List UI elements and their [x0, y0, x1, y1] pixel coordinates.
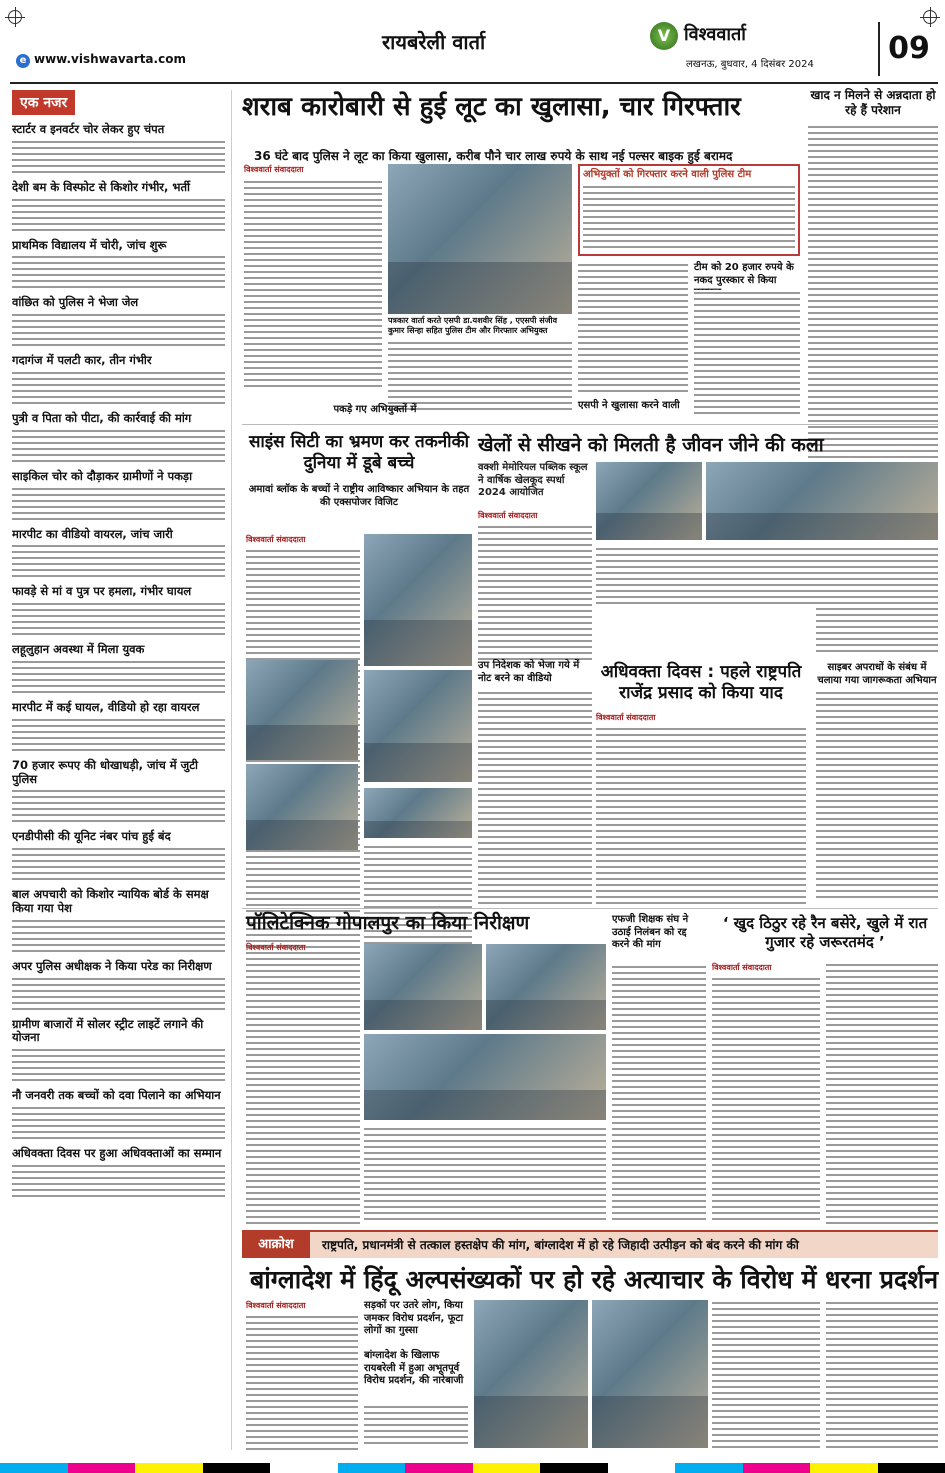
bangladesh-quote-1: सड़कों पर उतरे लोग, किया जमकर विरोध प्रदर्शन, फूटा लोगों का गुस्सा — [364, 1300, 464, 1336]
brief-headline: 70 हजार रूपए की धोखाधड़ी, जांच में जुटी पुलिस — [12, 757, 198, 786]
brief-headline: फावड़े से मां व पुत्र पर हमला, गंभीर घायल — [12, 584, 192, 599]
brief-text — [12, 976, 225, 1014]
site-url[interactable]: e www.vishwavarta.com — [16, 52, 186, 68]
akrosh-tag: आक्रोश — [242, 1232, 310, 1258]
brief-headline: वांछित को पुलिस ने भेजा जेल — [12, 295, 139, 310]
text-block — [246, 1314, 358, 1454]
main-headline: शराब कारोबारी से हुई लूट का खुलासा, चार गिरफ्तार — [242, 92, 741, 122]
polytechnic-photo-3 — [364, 1034, 606, 1120]
section-title: रायबरेली वार्ता — [382, 30, 486, 54]
science-city-photo-3 — [364, 788, 472, 838]
adhivakta-headline: अधिवक्ता दिवस : पहले राष्ट्रपति राजेंद्र प्रसाद को किया याद — [600, 662, 802, 704]
brief-text — [12, 1105, 225, 1143]
brief-headline: स्टार्टर व इनवर्टर चोर लेकर हुए चंपत — [12, 122, 165, 136]
byline: विश्ववार्ता संवाददाता — [246, 1301, 306, 1310]
science-city-photo-1 — [364, 534, 472, 666]
text-block — [583, 184, 795, 252]
prize-headline: टीम को 20 हजार रुपये के नकद पुरस्कार से किया — [694, 262, 794, 286]
rainbasera-text — [712, 962, 820, 1224]
masthead — [10, 22, 938, 84]
polytechnic-photo-1 — [364, 944, 482, 1030]
sp-footnote: एसपी ने खुलासा करने वाली — [578, 400, 680, 411]
text-block — [596, 726, 806, 904]
text-block — [826, 1300, 938, 1448]
text-block — [364, 1126, 606, 1222]
brief-headline: ग्रामीण बाजारों में सोलर स्ट्रीट लाइटें लगाने की योजना — [12, 1016, 204, 1045]
photo-caption: पत्रकार वार्ता करते एसपी डा.यशवीर सिंह , एएसपी संजीव कुमार सिन्हा सहित पुलिस टीम और गिरफ्तार अभियुक्त — [388, 316, 558, 335]
dateline: लखनऊ, बुधवार, 4 दिसंबर 2024 — [686, 59, 814, 70]
ek-nazar-label: एक नजर — [12, 90, 75, 115]
main-story-col1 — [244, 164, 382, 389]
text-block — [246, 956, 360, 1226]
logo-text: विश्ववार्ता — [684, 24, 746, 45]
rainbasera-headline: ‘ खुद ठिठुर रहे रैन बसेरे, खुले में रात गुजार रहे जरूरतमंद ’ — [722, 914, 928, 951]
brief-text — [12, 788, 225, 826]
brief-headline: मारपीट में कई घायल, वीडियो हो रहा वायरल — [12, 699, 200, 714]
brief-text — [12, 601, 225, 639]
text-block — [712, 976, 820, 1224]
press-conference-photo — [388, 164, 572, 314]
byline: विश्ववार्ता संवाददाता — [246, 535, 306, 544]
brief-headline: प्राथमिक विद्यालय में चोरी, जांच शुरू — [12, 237, 167, 252]
brief-text — [12, 254, 225, 292]
akrosh-bar — [242, 1230, 938, 1258]
byline: विश्ववार्ता संवाददाता — [244, 165, 304, 174]
police-team-box — [578, 164, 800, 256]
browser-e-icon: e — [16, 54, 30, 68]
polytechnic-text — [246, 942, 360, 1226]
text-block — [388, 340, 572, 410]
text-block — [826, 962, 938, 1224]
divider — [242, 908, 938, 909]
text-block — [244, 179, 382, 389]
text-block — [612, 964, 706, 1222]
brief-text — [12, 1047, 225, 1085]
byline: विश्ववार्ता संवाददाता — [712, 963, 772, 972]
text-block — [816, 546, 938, 656]
science-city-photo-5 — [246, 764, 358, 850]
sports-headline: खेलों से सीखने को मिलती है जीवन जीने की कला — [478, 434, 824, 456]
text-block — [816, 690, 938, 902]
brief-text — [12, 197, 225, 235]
brief-headline: बाल अपचारी को किशोर न्यायिक बोर्ड के समक्ष किया गया पेश — [12, 887, 209, 915]
text-block — [712, 1300, 820, 1448]
brief-text — [12, 486, 225, 524]
sports-photo-1 — [596, 462, 702, 540]
protest-photo-1 — [474, 1300, 588, 1448]
ek-nazar-column — [12, 90, 232, 1450]
science-city-subhead: अमावां ब्लॉक के बच्चों ने राष्ट्रीय आविष्कार अभियान के तहत की एक्सपोजर विजिट — [248, 484, 470, 508]
science-city-photo-2 — [364, 670, 472, 782]
brief-headline: अधिवक्ता दिवस पर हुआ अधिवक्ताओं का सम्मान — [12, 1145, 222, 1160]
brief-text — [12, 312, 225, 350]
brief-list — [12, 123, 225, 1201]
text-block — [364, 1404, 468, 1448]
text-block — [808, 124, 938, 464]
text-block — [478, 690, 592, 904]
efji-headline: एफजी शिक्षक संघ ने उठाई निलंबन को रद्द करने की मांग — [612, 914, 689, 950]
brief-headline: लहूलुहान अवस्था में मिला युवक — [12, 642, 145, 657]
pakde-gaye-label: पकड़े गए अभियुक्तों में — [333, 404, 417, 415]
brief-text — [12, 428, 225, 466]
brief-headline: मारपीट का वीडियो वायरल, जांच जारी — [12, 526, 173, 541]
team-box-title: अभियुक्तों को गिरफ्तार करने वाली पुलिस टीम — [583, 169, 752, 180]
sports-photo-2 — [706, 462, 938, 540]
polytechnic-photo-2 — [486, 944, 606, 1030]
brief-headline: गदागंज में पलटी कार, तीन गंभीर — [12, 353, 152, 368]
polytechnic-headline: पॉलिटेक्निक गोपालपुर का किया निरीक्षण — [246, 912, 530, 934]
brief-text — [12, 370, 225, 408]
bangladesh-text-1 — [246, 1300, 358, 1454]
logo-v-icon: V — [650, 22, 678, 50]
brief-text — [12, 543, 225, 581]
brief-headline: एनडीपीसी की यूनिट नंबर पांच हुई बंद — [12, 829, 171, 844]
science-city-photo-4 — [246, 660, 358, 760]
brief-text — [12, 918, 225, 956]
brief-headline: नौ जनवरी तक बच्चों को दवा पिलाने का अभियान — [12, 1088, 221, 1103]
protest-photo-2 — [592, 1300, 708, 1448]
akrosh-text: राष्ट्रपति, प्रधानमंत्री से तत्काल हस्तक्षेप की मांग, बांग्लादेश में हो रहे जिहादी उत्पीड़न को बंद करने की मांग की — [322, 1238, 799, 1252]
brief-text — [12, 659, 225, 697]
byline: विश्ववार्ता संवाददाता — [478, 511, 538, 520]
brief-headline: अपर पुलिस अधीक्षक ने किया परेड का निरीक्षण — [12, 958, 212, 973]
text-block — [694, 290, 800, 414]
text-block — [578, 262, 688, 392]
khad-story — [808, 88, 938, 464]
brief-text — [12, 846, 225, 884]
bangladesh-quote-2: बांग्लादेश के खिलाफ रायबरेली में हुआ अभूतपूर्व विरोध प्रदर्शन, की नारेबाजी — [364, 1350, 464, 1386]
bangladesh-headline: बांग्लादेश में हिंदू अल्पसंख्यकों पर हो रहे अत्याचार के विरोध में धरना प्रदर्शन — [250, 1265, 939, 1294]
brief-text — [12, 139, 225, 177]
print-color-bar — [0, 1463, 945, 1473]
byline: विश्ववार्ता संवाददाता — [596, 713, 656, 722]
adhivakta-text — [596, 712, 806, 904]
sports-subhead: वक्शी मेमोरियल पब्लिक स्कूल ने वार्षिक खेलकूद स्पर्धा 2024 आयोजित — [478, 462, 588, 498]
cyber-headline: साइबर अपराधों के संबंध में चलाया गया जागरूकता अभियान — [817, 662, 937, 686]
brief-text — [12, 717, 225, 755]
text-block — [478, 524, 592, 660]
main-subhead: 36 घंटे बाद पुलिस ने लूट का किया खुलासा, करीब पौने चार लाख रुपये के साथ नई पल्सर बाइक हुई बरामद — [254, 149, 733, 163]
brief-headline: देशी बम के विस्फोट से किशोर गंभीर, भर्ती — [12, 179, 191, 194]
khad-headline: खाद न मिलने से अन्नदाता हो रहे हैं परेशान — [810, 88, 936, 117]
science-city-headline: साइंस सिटी का भ्रमण कर तकनीकी दुनिया में डूबे बच्चे — [248, 432, 470, 474]
divider — [242, 424, 938, 425]
page-number: 09 — [878, 22, 938, 76]
byline: विश्ववार्ता संवाददाता — [246, 943, 306, 952]
upnidesak-headline: उप निदेशक को भेजा गये में नोट बरने का वीडियो — [478, 660, 580, 684]
brief-headline: साइकिल चोर को दौड़ाकर ग्रामीणों ने पकड़ा — [12, 468, 193, 483]
sports-text — [478, 510, 592, 660]
brief-headline: पुत्री व पिता को पीटा, की कार्रवाई की मांग — [12, 410, 192, 425]
brief-text — [12, 1163, 225, 1201]
